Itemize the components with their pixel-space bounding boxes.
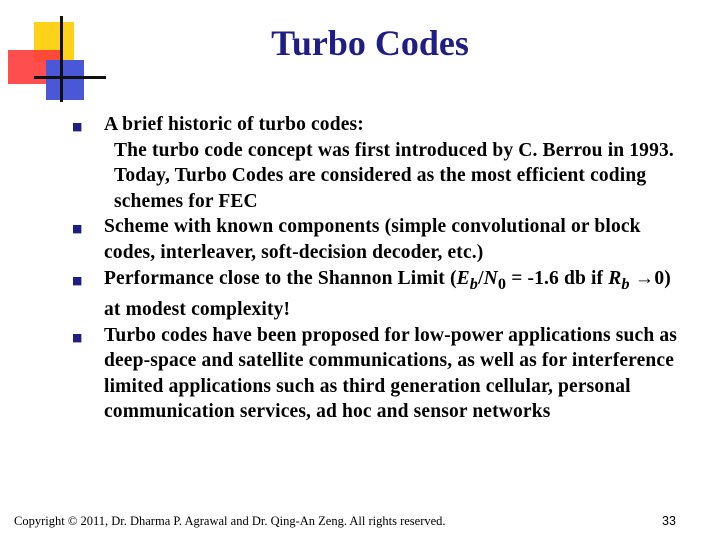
bullet-list [72, 112, 682, 425]
bullet-item-history [72, 112, 682, 214]
bullet-item-performance [72, 266, 682, 323]
bullet-text: Turbo codes have been proposed for low-power applications such as deep-space and satellite communications, as well as for interference limited applications such as third generation cellular, personal communication services, ad hoc and sensor networks [104, 324, 677, 423]
decor-blue-square [46, 60, 84, 100]
eb-subscript: b [469, 274, 479, 293]
bullet-text-mid: = -1.6 db if [506, 267, 609, 289]
bullet-text: A brief historic of turbo codes: [104, 114, 364, 135]
bullet-icon: ■ [72, 273, 83, 287]
page-number: 33 [662, 514, 676, 528]
bullet-item-scheme [72, 214, 682, 265]
slide-title: Turbo Codes [271, 23, 469, 63]
arrow-icon: → [634, 267, 655, 289]
decor-vertical-line [60, 16, 63, 102]
bullet-text-pre: Performance close to the Shannon Limit ( [104, 267, 457, 289]
rb-subscript: b [621, 274, 630, 293]
decor-horizontal-line [34, 76, 106, 79]
bullet-icon: ■ [72, 120, 83, 133]
n0-symbol: N [483, 267, 498, 289]
eb-symbol: E [456, 267, 470, 289]
bullet-text: Scheme with known components (simple convolutional or block codes, interleaver, soft-decision decoder, etc.) [104, 216, 641, 263]
bullet-item-applications [72, 323, 682, 425]
rb-symbol: R [608, 267, 622, 289]
bullet-text-post: 0) at modest complexity! [104, 267, 671, 321]
bullet-subtext: The turbo code concept was first introduced by C. Berrou in 1993. Today, Turbo Codes are considered as the most efficient coding schemes for FEC [114, 139, 674, 212]
bullet-icon: ■ [72, 222, 83, 236]
slash: / [478, 267, 484, 289]
n0-subscript: 0 [497, 274, 507, 293]
bullet-icon: ■ [72, 330, 83, 344]
copyright-footer: Copyright © 2011, Dr. Dharma P. Agrawal and Dr. Qing-An Zeng. All rights reserved. [14, 514, 446, 528]
